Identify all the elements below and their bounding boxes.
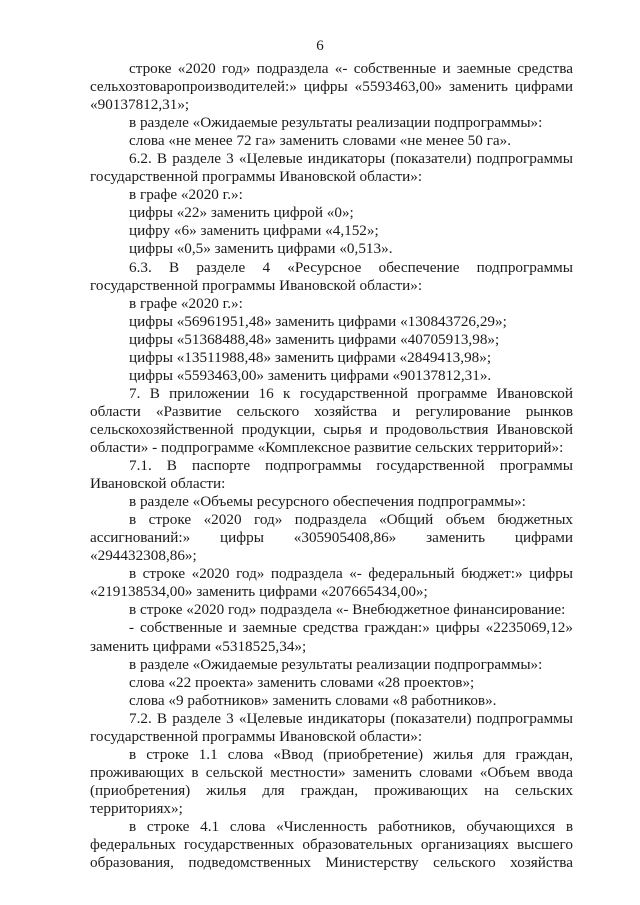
paragraph: цифры «0,5» заменить цифрами «0,513». (129, 240, 393, 258)
paragraph: 7. В приложении 16 к государственной программе Ивановской области «Развитие сельского хозяйства и регулирование рынков сельскохозяйственной продукции, сырья и продовольствия Ивановской области» - подпрограмме «Комплексное развитие сельских территорий»: (90, 384, 573, 456)
paragraph: цифры «51368488,48» заменить цифрами «40705913,98»; (129, 330, 500, 348)
paragraph: в разделе «Ожидаемые результаты реализации подпрограммы»: (129, 114, 543, 132)
paragraph: 7.1. В паспорте подпрограммы государственной программы Ивановской области: (90, 457, 573, 493)
paragraph: цифры «13511988,48» заменить цифрами «2849413,98»; (129, 348, 492, 366)
paragraph: в графе «2020 г.»: (129, 186, 243, 204)
document-body (90, 60, 573, 872)
paragraph: в строке «2020 год» подраздела «- федеральный бюджет:» цифры «219138534,00» заменить цифрами «207665434,00»; (90, 565, 573, 601)
page-number: 6 (316, 38, 324, 54)
paragraph: в строке «2020 год» подраздела «- Внебюджетное финансирование: (129, 601, 566, 619)
paragraph: слова «9 работников» заменить словами «8 работников». (129, 691, 497, 709)
paragraph: строке «2020 год» подраздела «- собственные и заемные средства сельхозтоваропроизводителей:» цифры «5593463,00» заменить цифрами «90137812,31»; (90, 60, 573, 114)
paragraph: в разделе «Ожидаемые результаты реализации подпрограммы»: (129, 655, 543, 673)
paragraph: в строке 4.1 слова «Численность работников, обучающихся в федеральных государственных образовательных организациях высшего образования, подведомственных Министерству сельского хозяйства (90, 817, 573, 872)
paragraph: слова «не менее 72 га» заменить словами «не менее 50 га». (129, 132, 512, 150)
paragraph: цифры «5593463,00» заменить цифрами «90137812,31». (129, 366, 492, 384)
paragraph: в строке «2020 год» подраздела «Общий объем бюджетных ассигнований:» цифры «305905408,86» заменить цифрами «294432308,86»; (90, 511, 573, 565)
paragraph: в строке 1.1 слова «Ввод (приобретение) жилья для граждан, проживающих в сельской местности» заменить словами «Объем ввода (приобретения) жилья для граждан, проживающих на сельских территориях»; (90, 745, 573, 817)
paragraph: - собственные и заемные средства граждан:» цифры «2235069,12» заменить цифрами «5318525,34»; (90, 619, 573, 655)
paragraph: 6.3. В разделе 4 «Ресурсное обеспечение подпрограммы государственной программы Ивановской области»: (90, 258, 573, 294)
paragraph: цифры «22» заменить цифрой «0»; (129, 204, 354, 222)
paragraph: в разделе «Объемы ресурсного обеспечения подпрограммы»: (129, 493, 526, 511)
paragraph: цифры «56961951,48» заменить цифрами «130843726,29»; (129, 312, 507, 330)
paragraph: слова «22 проекта» заменить словами «28 проектов»; (129, 673, 475, 691)
paragraph: 6.2. В разделе 3 «Целевые индикаторы (показатели) подпрограммы государственной программы Ивановской области»: (90, 150, 573, 186)
paragraph: цифру «6» заменить цифрами «4,152»; (129, 222, 379, 240)
paragraph: 7.2. В разделе 3 «Целевые индикаторы (показатели) подпрограммы государственной программы Ивановской области»: (90, 709, 573, 745)
paragraph: в графе «2020 г.»: (129, 294, 243, 312)
